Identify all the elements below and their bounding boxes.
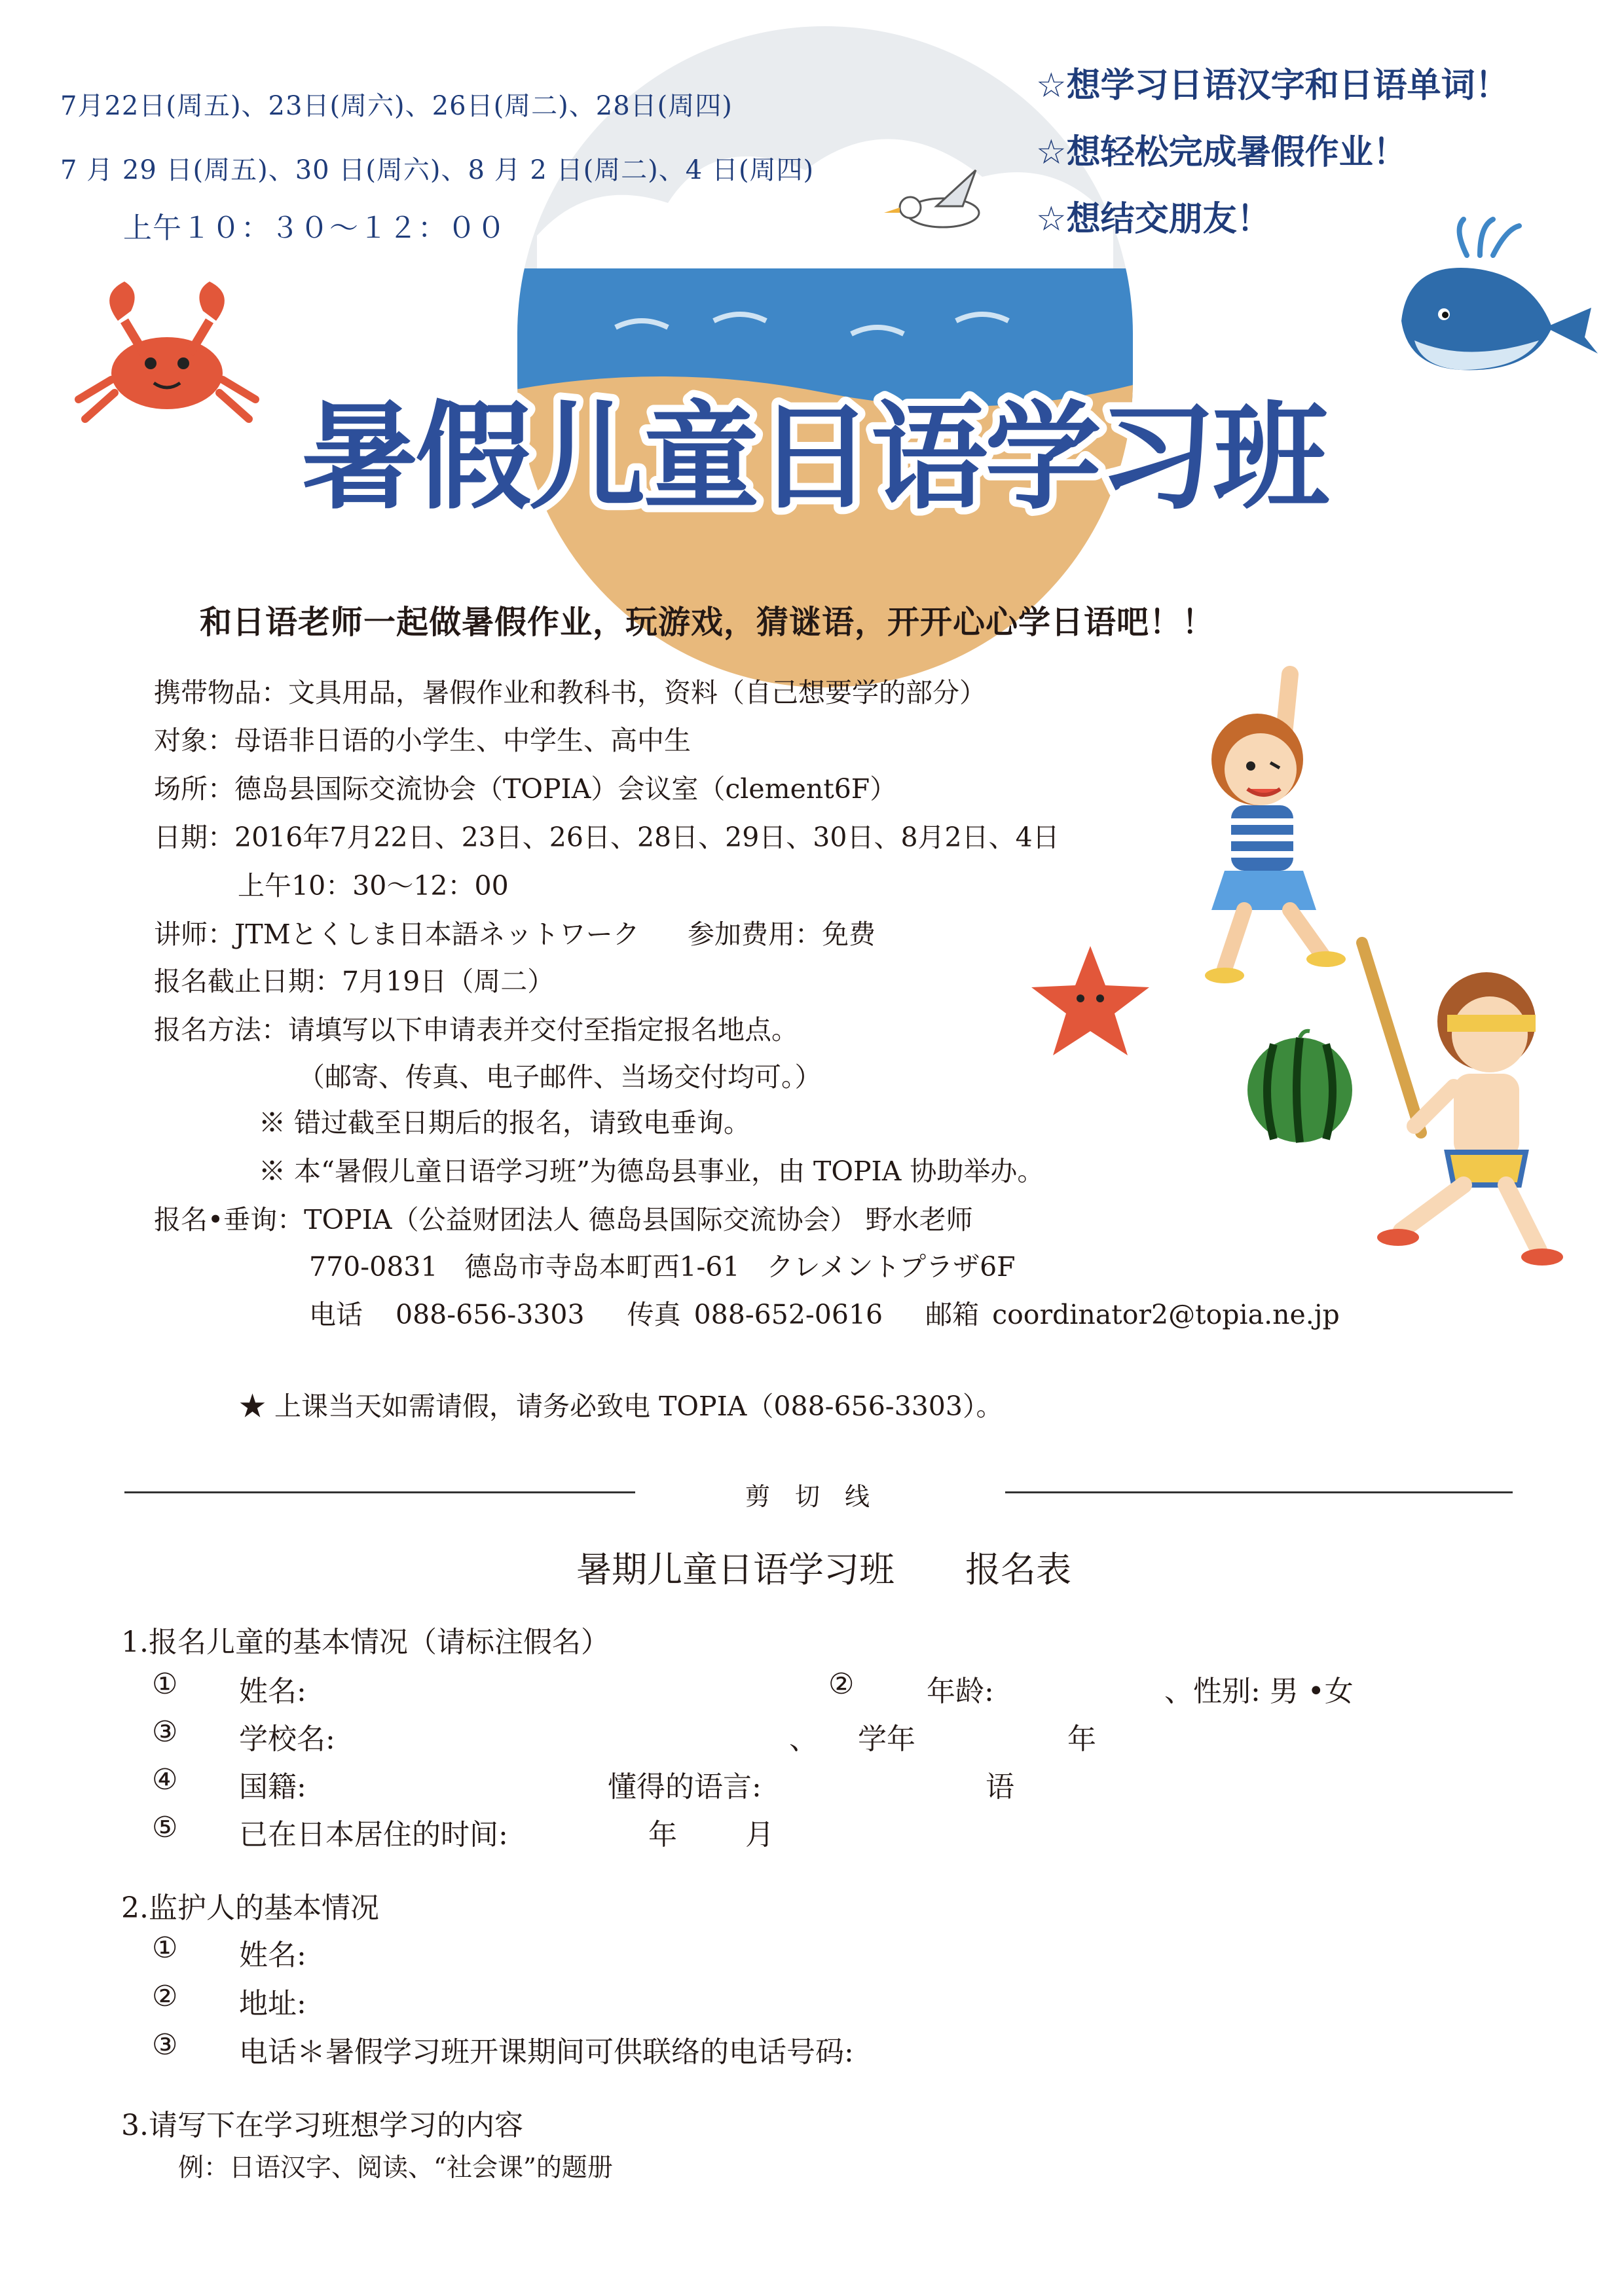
- form-s1-num2: ②: [828, 1667, 855, 1701]
- starfish-icon: [1028, 943, 1153, 1061]
- absence-notice: ★ 上课当天如需请假，请务必致电 TOPIA（088-656-3303）。: [239, 1391, 1003, 1422]
- info-note-organizer: ※ 本“暑假儿童日语学习班”为德岛县事业，由 TOPIA 协助举办。: [259, 1156, 1044, 1187]
- info-address: 770-0831 德岛市寺岛本町西1-61 クレメントプラザ6F: [309, 1251, 1016, 1283]
- girl-icon: [1185, 661, 1356, 989]
- form-section1-heading: 1.报名儿童的基本情况（请标注假名）: [121, 1626, 610, 1659]
- form-s1-num1: ①: [152, 1667, 178, 1701]
- form-s2-num2: ②: [152, 1980, 178, 2013]
- language-suffix: 语: [986, 1770, 1014, 1804]
- watermelon-icon: [1241, 1028, 1359, 1146]
- child-gender-label: 、性别: 男 •女: [1164, 1675, 1354, 1708]
- info-method-note: （邮寄、传真、电子邮件、当场交付均可。）: [298, 1061, 822, 1093]
- tagline: 和日语老师一起做暑假作业，玩游戏，猜谜语，开开心心学日语吧！！: [200, 603, 1215, 641]
- child-language-label: 懂得的语言:: [608, 1770, 762, 1804]
- form-s1-num5: ⑤: [152, 1811, 178, 1844]
- grade-year-suffix: 年: [1067, 1722, 1096, 1756]
- child-grade-label: 学年: [858, 1722, 915, 1756]
- info-date: 日期：2016年7月22日、23日、26日、28日、29日、30日、8月2日、4日: [154, 822, 1060, 853]
- child-age-label: 年龄:: [927, 1675, 994, 1708]
- info-contact: 报名•垂询：TOPIA（公益财团法人 德岛县国际交流协会） 野水老师: [154, 1204, 973, 1235]
- form-section2-heading: 2.监护人的基本情况: [121, 1891, 379, 1925]
- info-teacher: 讲师：JTMとくしま日本語ネットワーク: [154, 919, 640, 950]
- guardian-name-label: 姓名:: [239, 1939, 306, 1972]
- cut-line-left: [124, 1491, 635, 1493]
- cut-line-right: [1005, 1491, 1513, 1493]
- form-section3-example: 例：日语汉字、阅读、“社会课”的题册: [178, 2153, 613, 2183]
- email-label: 邮箱: [925, 1299, 980, 1330]
- boy-with-stick-icon: [1349, 936, 1591, 1277]
- info-items: 携带物品：文具用品，暑假作业和教科书，资料（自己想要学的部分）: [154, 677, 986, 708]
- info-note-late: ※ 错过截至日期后的报名，请致电垂询。: [259, 1107, 751, 1139]
- form-s2-num1: ①: [152, 1931, 178, 1965]
- form-s2-num3: ③: [152, 2028, 178, 2062]
- form-s1-num3: ③: [152, 1715, 178, 1749]
- fax-label: 传真: [627, 1299, 681, 1330]
- wish-kanji: ☆想学习日语汉字和日语单词！: [1036, 66, 1509, 105]
- residence-years-suffix: 年: [648, 1818, 677, 1851]
- wish-friends: ☆想结交朋友！: [1036, 200, 1271, 239]
- residence-duration-label: 已在日本居住的时间:: [239, 1818, 508, 1851]
- seagull-icon: [864, 167, 1022, 246]
- school-comma: 、: [789, 1722, 818, 1756]
- page-title: [288, 357, 1362, 534]
- info-method: 报名方法：请填写以下申请表并交付至指定报名地点。: [154, 1014, 798, 1046]
- info-phone-row: [309, 1293, 1340, 1332]
- guardian-address-label: 地址:: [239, 1987, 306, 2020]
- schedule-dates-line2: 7 月 29 日(周五)、30 日(周六)、8 月 2 日(周二)、4 日(周四): [60, 155, 815, 185]
- crab-icon: [72, 275, 262, 432]
- info-target: 对象：母语非日语的小学生、中学生、高中生: [154, 725, 691, 756]
- child-nationality-label: 国籍:: [239, 1770, 306, 1804]
- whale-icon: [1388, 216, 1604, 386]
- info-venue: 场所：德岛县国际交流协会（TOPIA）会议室（clement6F）: [154, 773, 897, 805]
- form-s1-num4: ④: [152, 1763, 178, 1796]
- guardian-phone-label: 电话＊暑假学习班开课期间可供联络的电话号码:: [239, 2035, 854, 2069]
- residence-months-suffix: 月: [745, 1818, 774, 1851]
- email-address: coordinator2@topia.ne.jp: [992, 1299, 1340, 1330]
- wish-homework: ☆想轻松完成暑假作业！: [1036, 133, 1407, 172]
- schedule-dates-line1: 7月22日(周五)、23日(周六)、26日(周二)、28日(周四): [60, 91, 733, 121]
- fax-number: 088-652-0616: [693, 1299, 883, 1330]
- info-time: 上午10：30～12：00: [238, 870, 509, 902]
- cut-line-label: 剪 切 线: [745, 1482, 870, 1511]
- info-deadline: 报名截止日期：7月19日（周二）: [154, 966, 555, 997]
- page-title-text: 暑假儿童日语学习班: [301, 390, 1327, 525]
- child-name-label: 姓名:: [239, 1675, 306, 1708]
- info-fee: 参加费用：免费: [688, 919, 876, 950]
- phone-label: 电话: [309, 1299, 363, 1330]
- phone-number: 088-656-3303: [396, 1299, 585, 1330]
- form-section3-heading: 3.请写下在学习班想学习的内容: [121, 2109, 523, 2142]
- form-title: 暑期儿童日语学习班 报名表: [576, 1549, 1071, 1590]
- schedule-time: 上午１０：３０～１２：００: [123, 211, 506, 245]
- child-school-label: 学校名:: [239, 1722, 335, 1756]
